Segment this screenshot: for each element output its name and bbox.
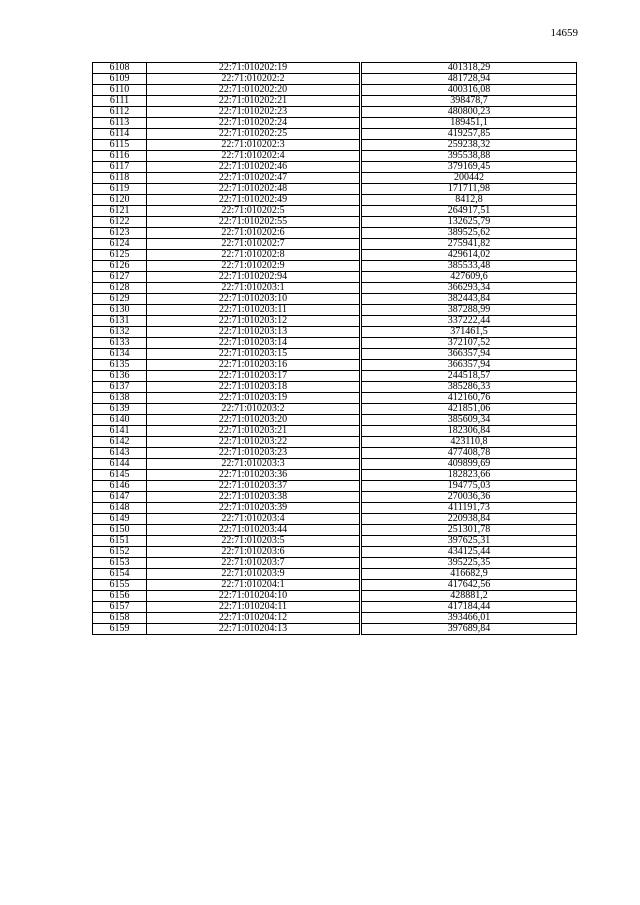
- value-cell: 337222,44: [361, 316, 577, 327]
- cadastral-number-cell: 22:71:010202:25: [147, 129, 361, 140]
- table-row: [93, 371, 577, 382]
- row-number-cell: 6148: [93, 503, 147, 514]
- value-cell: 393466,01: [361, 613, 577, 624]
- cadastral-number-cell: 22:71:010202:7: [147, 239, 361, 250]
- row-number-cell: 6128: [93, 283, 147, 294]
- row-number-cell: 6133: [93, 338, 147, 349]
- cadastral-number-cell: 22:71:010202:21: [147, 96, 361, 107]
- table-row: [93, 250, 577, 261]
- table-row: [93, 349, 577, 360]
- table-row: [93, 85, 577, 96]
- row-number-cell: 6155: [93, 580, 147, 591]
- cadastral-number-cell: 22:71:010203:11: [147, 305, 361, 316]
- table-row: [93, 217, 577, 228]
- table-row: [93, 261, 577, 272]
- value-cell: 416682,9: [361, 569, 577, 580]
- value-cell: 395225,35: [361, 558, 577, 569]
- value-cell: 189451,1: [361, 118, 577, 129]
- table-row: [93, 415, 577, 426]
- table-row: [93, 195, 577, 206]
- table-row: [93, 184, 577, 195]
- value-cell: 366293,34: [361, 283, 577, 294]
- row-number-cell: 6141: [93, 426, 147, 437]
- table-row: [93, 404, 577, 415]
- row-number-cell: 6109: [93, 74, 147, 85]
- value-cell: 385533,48: [361, 261, 577, 272]
- value-cell: 400316,08: [361, 85, 577, 96]
- value-cell: 182306,84: [361, 426, 577, 437]
- value-cell: 366357,94: [361, 360, 577, 371]
- row-number-cell: 6136: [93, 371, 147, 382]
- value-cell: 264917,51: [361, 206, 577, 217]
- table-row: [93, 580, 577, 591]
- table-row: [93, 602, 577, 613]
- cadastral-number-cell: 22:71:010202:5: [147, 206, 361, 217]
- cadastral-number-cell: 22:71:010204:13: [147, 624, 361, 635]
- value-cell: 182823,66: [361, 470, 577, 481]
- cadastral-number-cell: 22:71:010202:94: [147, 272, 361, 283]
- value-cell: 481728,94: [361, 74, 577, 85]
- cadastral-number-cell: 22:71:010203:6: [147, 547, 361, 558]
- table-row: [93, 569, 577, 580]
- value-cell: 401318,29: [361, 63, 577, 74]
- row-number-cell: 6156: [93, 591, 147, 602]
- value-cell: 385609,34: [361, 415, 577, 426]
- table-row: [93, 448, 577, 459]
- row-number-cell: 6108: [93, 63, 147, 74]
- cadastral-number-cell: 22:71:010203:9: [147, 569, 361, 580]
- table-row: [93, 283, 577, 294]
- cadastral-number-cell: 22:71:010202:48: [147, 184, 361, 195]
- table-row: [93, 426, 577, 437]
- table-row: [93, 74, 577, 85]
- row-number-cell: 6113: [93, 118, 147, 129]
- cadastral-number-cell: 22:71:010203:1: [147, 283, 361, 294]
- value-cell: 382443,84: [361, 294, 577, 305]
- value-cell: 480800,23: [361, 107, 577, 118]
- row-number-cell: 6119: [93, 184, 147, 195]
- table-row: [93, 437, 577, 448]
- value-cell: 389525,62: [361, 228, 577, 239]
- value-cell: 275941,82: [361, 239, 577, 250]
- row-number-cell: 6144: [93, 459, 147, 470]
- value-cell: 477408,78: [361, 448, 577, 459]
- cadastral-number-cell: 22:71:010203:12: [147, 316, 361, 327]
- row-number-cell: 6110: [93, 85, 147, 96]
- cadastral-number-cell: 22:71:010202:2: [147, 74, 361, 85]
- value-cell: 171711,98: [361, 184, 577, 195]
- table-row: [93, 492, 577, 503]
- table-row: [93, 481, 577, 492]
- cadastral-number-cell: 22:71:010204:1: [147, 580, 361, 591]
- row-number-cell: 6146: [93, 481, 147, 492]
- value-cell: 366357,94: [361, 349, 577, 360]
- cadastral-number-cell: 22:71:010203:17: [147, 371, 361, 382]
- table-row: [93, 338, 577, 349]
- value-cell: 385286,33: [361, 382, 577, 393]
- row-number-cell: 6111: [93, 96, 147, 107]
- cadastral-number-cell: 22:71:010203:36: [147, 470, 361, 481]
- cadastral-number-cell: 22:71:010203:44: [147, 525, 361, 536]
- cadastral-number-cell: 22:71:010202:9: [147, 261, 361, 272]
- table-row: [93, 503, 577, 514]
- row-number-cell: 6139: [93, 404, 147, 415]
- cadastral-number-cell: 22:71:010203:14: [147, 338, 361, 349]
- value-cell: 251301,78: [361, 525, 577, 536]
- table-row: [93, 118, 577, 129]
- row-number-cell: 6126: [93, 261, 147, 272]
- value-cell: 411191,73: [361, 503, 577, 514]
- row-number-cell: 6121: [93, 206, 147, 217]
- table-row: [93, 305, 577, 316]
- row-number-cell: 6158: [93, 613, 147, 624]
- row-number-cell: 6125: [93, 250, 147, 261]
- row-number-cell: 6154: [93, 569, 147, 580]
- value-cell: 387288,99: [361, 305, 577, 316]
- cadastral-number-cell: 22:71:010202:23: [147, 107, 361, 118]
- row-number-cell: 6137: [93, 382, 147, 393]
- table-row: [93, 327, 577, 338]
- value-cell: 409899,69: [361, 459, 577, 470]
- cadastral-number-cell: 22:71:010202:55: [147, 217, 361, 228]
- row-number-cell: 6115: [93, 140, 147, 151]
- cadastral-number-cell: 22:71:010202:3: [147, 140, 361, 151]
- row-number-cell: 6131: [93, 316, 147, 327]
- row-number-cell: 6152: [93, 547, 147, 558]
- cadastral-number-cell: 22:71:010203:4: [147, 514, 361, 525]
- cadastral-number-cell: 22:71:010204:11: [147, 602, 361, 613]
- row-number-cell: 6142: [93, 437, 147, 448]
- cadastral-number-cell: 22:71:010203:7: [147, 558, 361, 569]
- value-cell: 244518,57: [361, 371, 577, 382]
- table-row: [93, 316, 577, 327]
- cadastral-number-cell: 22:71:010203:15: [147, 349, 361, 360]
- cadastral-number-cell: 22:71:010203:22: [147, 437, 361, 448]
- row-number-cell: 6159: [93, 624, 147, 635]
- value-cell: 397625,31: [361, 536, 577, 547]
- value-cell: 8412,8: [361, 195, 577, 206]
- value-cell: 371461,5: [361, 327, 577, 338]
- table-row: [93, 96, 577, 107]
- row-number-cell: 6149: [93, 514, 147, 525]
- table-row: [93, 624, 577, 635]
- value-cell: 417642,56: [361, 580, 577, 591]
- table-row: [93, 239, 577, 250]
- row-number-cell: 6151: [93, 536, 147, 547]
- table-row: [93, 393, 577, 404]
- cadastral-number-cell: 22:71:010203:2: [147, 404, 361, 415]
- row-number-cell: 6122: [93, 217, 147, 228]
- cadastral-number-cell: 22:71:010202:4: [147, 151, 361, 162]
- table-row: [93, 547, 577, 558]
- cadastral-number-cell: 22:71:010203:16: [147, 360, 361, 371]
- row-number-cell: 6140: [93, 415, 147, 426]
- value-cell: 429614,02: [361, 250, 577, 261]
- page-number: 14659: [550, 27, 578, 39]
- cadastral-number-cell: 22:71:010202:24: [147, 118, 361, 129]
- row-number-cell: 6123: [93, 228, 147, 239]
- cadastral-number-cell: 22:71:010203:19: [147, 393, 361, 404]
- value-cell: 220938,84: [361, 514, 577, 525]
- cadastral-number-cell: 22:71:010202:49: [147, 195, 361, 206]
- cadastral-number-cell: 22:71:010202:6: [147, 228, 361, 239]
- cadastral-number-cell: 22:71:010203:13: [147, 327, 361, 338]
- value-cell: 428881,2: [361, 591, 577, 602]
- row-number-cell: 6129: [93, 294, 147, 305]
- row-number-cell: 6116: [93, 151, 147, 162]
- value-cell: 194775,03: [361, 481, 577, 492]
- cadastral-number-cell: 22:71:010203:10: [147, 294, 361, 305]
- table-row: [93, 382, 577, 393]
- table-row: [93, 536, 577, 547]
- table-row: [93, 613, 577, 624]
- cadastral-number-cell: 22:71:010204:12: [147, 613, 361, 624]
- table-row: [93, 525, 577, 536]
- cadastral-number-cell: 22:71:010202:46: [147, 162, 361, 173]
- row-number-cell: 6150: [93, 525, 147, 536]
- value-cell: 398478,7: [361, 96, 577, 107]
- table-row: [93, 151, 577, 162]
- value-cell: 259238,32: [361, 140, 577, 151]
- value-cell: 412160,76: [361, 393, 577, 404]
- row-number-cell: 6147: [93, 492, 147, 503]
- row-number-cell: 6153: [93, 558, 147, 569]
- value-cell: 421851,06: [361, 404, 577, 415]
- value-cell: 395538,88: [361, 151, 577, 162]
- value-cell: 397689,84: [361, 624, 577, 635]
- table-row: [93, 294, 577, 305]
- value-cell: 132625,79: [361, 217, 577, 228]
- value-cell: 200442: [361, 173, 577, 184]
- row-number-cell: 6120: [93, 195, 147, 206]
- table-row: [93, 140, 577, 151]
- row-number-cell: 6112: [93, 107, 147, 118]
- table-row: [93, 459, 577, 470]
- cadastral-number-cell: 22:71:010202:47: [147, 173, 361, 184]
- row-number-cell: 6117: [93, 162, 147, 173]
- cadastral-number-cell: 22:71:010202:19: [147, 63, 361, 74]
- cadastral-number-cell: 22:71:010203:18: [147, 382, 361, 393]
- table-row: [93, 558, 577, 569]
- value-cell: 379169,45: [361, 162, 577, 173]
- row-number-cell: 6134: [93, 349, 147, 360]
- value-cell: 434125,44: [361, 547, 577, 558]
- table-row: [93, 162, 577, 173]
- row-number-cell: 6114: [93, 129, 147, 140]
- value-cell: 419257,85: [361, 129, 577, 140]
- table-row: [93, 107, 577, 118]
- table-row: [93, 360, 577, 371]
- row-number-cell: 6132: [93, 327, 147, 338]
- table-row: [93, 206, 577, 217]
- table-row: [93, 228, 577, 239]
- value-cell: 423110,8: [361, 437, 577, 448]
- cadastral-number-cell: 22:71:010203:3: [147, 459, 361, 470]
- value-cell: 427609,6: [361, 272, 577, 283]
- table-body: [93, 63, 577, 635]
- value-cell: 270036,36: [361, 492, 577, 503]
- cadastral-number-cell: 22:71:010203:5: [147, 536, 361, 547]
- row-number-cell: 6157: [93, 602, 147, 613]
- row-number-cell: 6145: [93, 470, 147, 481]
- row-number-cell: 6127: [93, 272, 147, 283]
- cadastral-number-cell: 22:71:010203:21: [147, 426, 361, 437]
- table-row: [93, 470, 577, 481]
- cadastral-number-cell: 22:71:010203:39: [147, 503, 361, 514]
- table-row: [93, 272, 577, 283]
- cadastral-number-cell: 22:71:010202:20: [147, 85, 361, 96]
- value-cell: 372107,52: [361, 338, 577, 349]
- cadastral-number-cell: 22:71:010203:37: [147, 481, 361, 492]
- cadastral-number-cell: 22:71:010203:20: [147, 415, 361, 426]
- row-number-cell: 6138: [93, 393, 147, 404]
- row-number-cell: 6135: [93, 360, 147, 371]
- table-row: [93, 591, 577, 602]
- cadastral-number-cell: 22:71:010203:38: [147, 492, 361, 503]
- cadastral-number-cell: 22:71:010204:10: [147, 591, 361, 602]
- data-table: [92, 62, 577, 635]
- table-row: [93, 63, 577, 74]
- table-row: [93, 173, 577, 184]
- row-number-cell: 6143: [93, 448, 147, 459]
- table-row: [93, 129, 577, 140]
- value-cell: 417184,44: [361, 602, 577, 613]
- row-number-cell: 6124: [93, 239, 147, 250]
- cadastral-number-cell: 22:71:010202:8: [147, 250, 361, 261]
- row-number-cell: 6118: [93, 173, 147, 184]
- row-number-cell: 6130: [93, 305, 147, 316]
- cadastral-number-cell: 22:71:010203:23: [147, 448, 361, 459]
- table-row: [93, 514, 577, 525]
